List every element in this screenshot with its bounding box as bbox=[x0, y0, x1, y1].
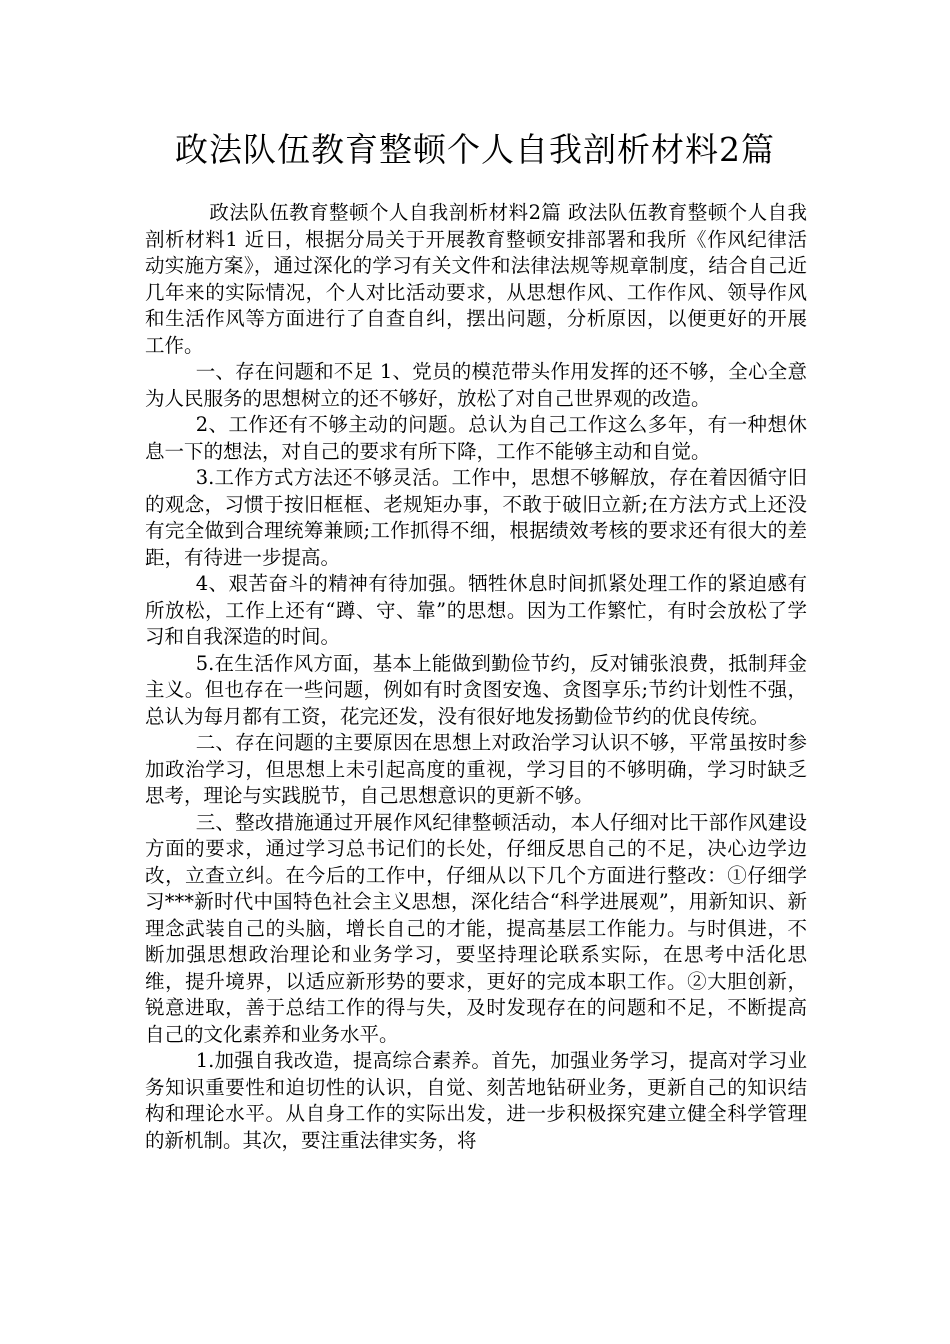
paragraph-problems-2: 2、工作还有不够主动的问题。总认为自己工作这么多年，有一种想休息一下的想法，对自己的要求有所下降，工作不能够主动和自觉。 bbox=[145, 413, 807, 463]
paragraph-problems-4: 4、艰苦奋斗的精神有待加强。牺牲休息时间抓紧处理工作的紧迫感有所放松，工作上还有“蹲、守、靠”的思想。因为工作繁忙，有时会放松了学习和自我深造的时间。 bbox=[145, 572, 807, 648]
paragraph-problems-5: 5.在生活作风方面，基本上能做到勤俭节约，反对铺张浪费，抵制拜金主义。但也存在一些问题，例如有时贪图安逸、贪图享乐;节约计划性不强，总认为每月都有工资，花完还发，没有很好地发扬勤俭节约的优良传统。 bbox=[145, 651, 807, 728]
document-body bbox=[145, 200, 807, 1154]
paragraph-problems-3: 3.工作方式方法还不够灵活。工作中，思想不够解放，存在着因循守旧的观念，习惯于按旧框框、老规矩办事，不敢于破旧立新;在方法方式上还没有完全做到合理统筹兼顾;工作抓得不细，根据绩效考核的要求还有很大的差距，有待进一步提高。 bbox=[145, 466, 807, 569]
paragraph-intro: 政法队伍教育整顿个人自我剖析材料2篇 政法队伍教育整顿个人自我剖析材料1 近日，根据分局关于开展教育整顿安排部署和我所《作风纪律活动实施方案》，通过深化的学习有关文件和法律法规等规章制度，结合自己近几年来的实际情况，个人对比活动要求，从思想作风、工作作风、领导作风和生活作风等方面进行了自查自纠，摆出问题，分析原因，以便更好的开展工作。 bbox=[145, 201, 807, 357]
paragraph-problems-1: 一、存在问题和不足 1、党员的模范带头作用发挥的还不够，全心全意为人民服务的思想树立的还不够好，放松了对自己世界观的改造。 bbox=[145, 360, 807, 410]
paragraph-causes: 二、存在问题的主要原因在思想上对政治学习认识不够，平常虽按时参加政治学习，但思想上未引起高度的重视，学习目的不够明确，学习时缺乏思考，理论与实践脱节，自己思想意识的更新不够。 bbox=[145, 731, 807, 807]
document-title: 政法队伍教育整顿个人自我剖析材料2篇 bbox=[175, 130, 775, 169]
paragraph-measures: 三、整改措施通过开展作风纪律整顿活动，本人仔细对比干部作风建设方面的要求，通过学习总书记们的长处，仔细反思自己的不足，决心边学边改，立查立纠。在今后的工作中，仔细从以下几个方面进行整改：①仔细学习***新时代中国特色社会主义思想，深化结合“科学进展观”，用新知识、新理念武装自己的头脑，增长自己的才能，提高基层工作能力。与时俱进，不断加强思想政治理论和业务学习，要坚持理论联系实际，在思考中活化思维，提升境界，以适应新形势的要求，更好的完成本职工作。②大胆创新，锐意进取，善于总结工作的得与失，及时发现存在的问题和不足，不断提高自己的文化素养和业务水平。 bbox=[145, 810, 807, 1046]
paragraph-measures-1: 1.加强自我改造，提高综合素养。首先，加强业务学习，提高对学习业务知识重要性和迫切性的认识，自觉、刻苦地钻研业务，更新自己的知识结构和理论水平。从自身工作的实际出发，进一步积极探究建立健全科学管理的新机制。其次，要注重法律实务，将 bbox=[145, 1049, 807, 1152]
